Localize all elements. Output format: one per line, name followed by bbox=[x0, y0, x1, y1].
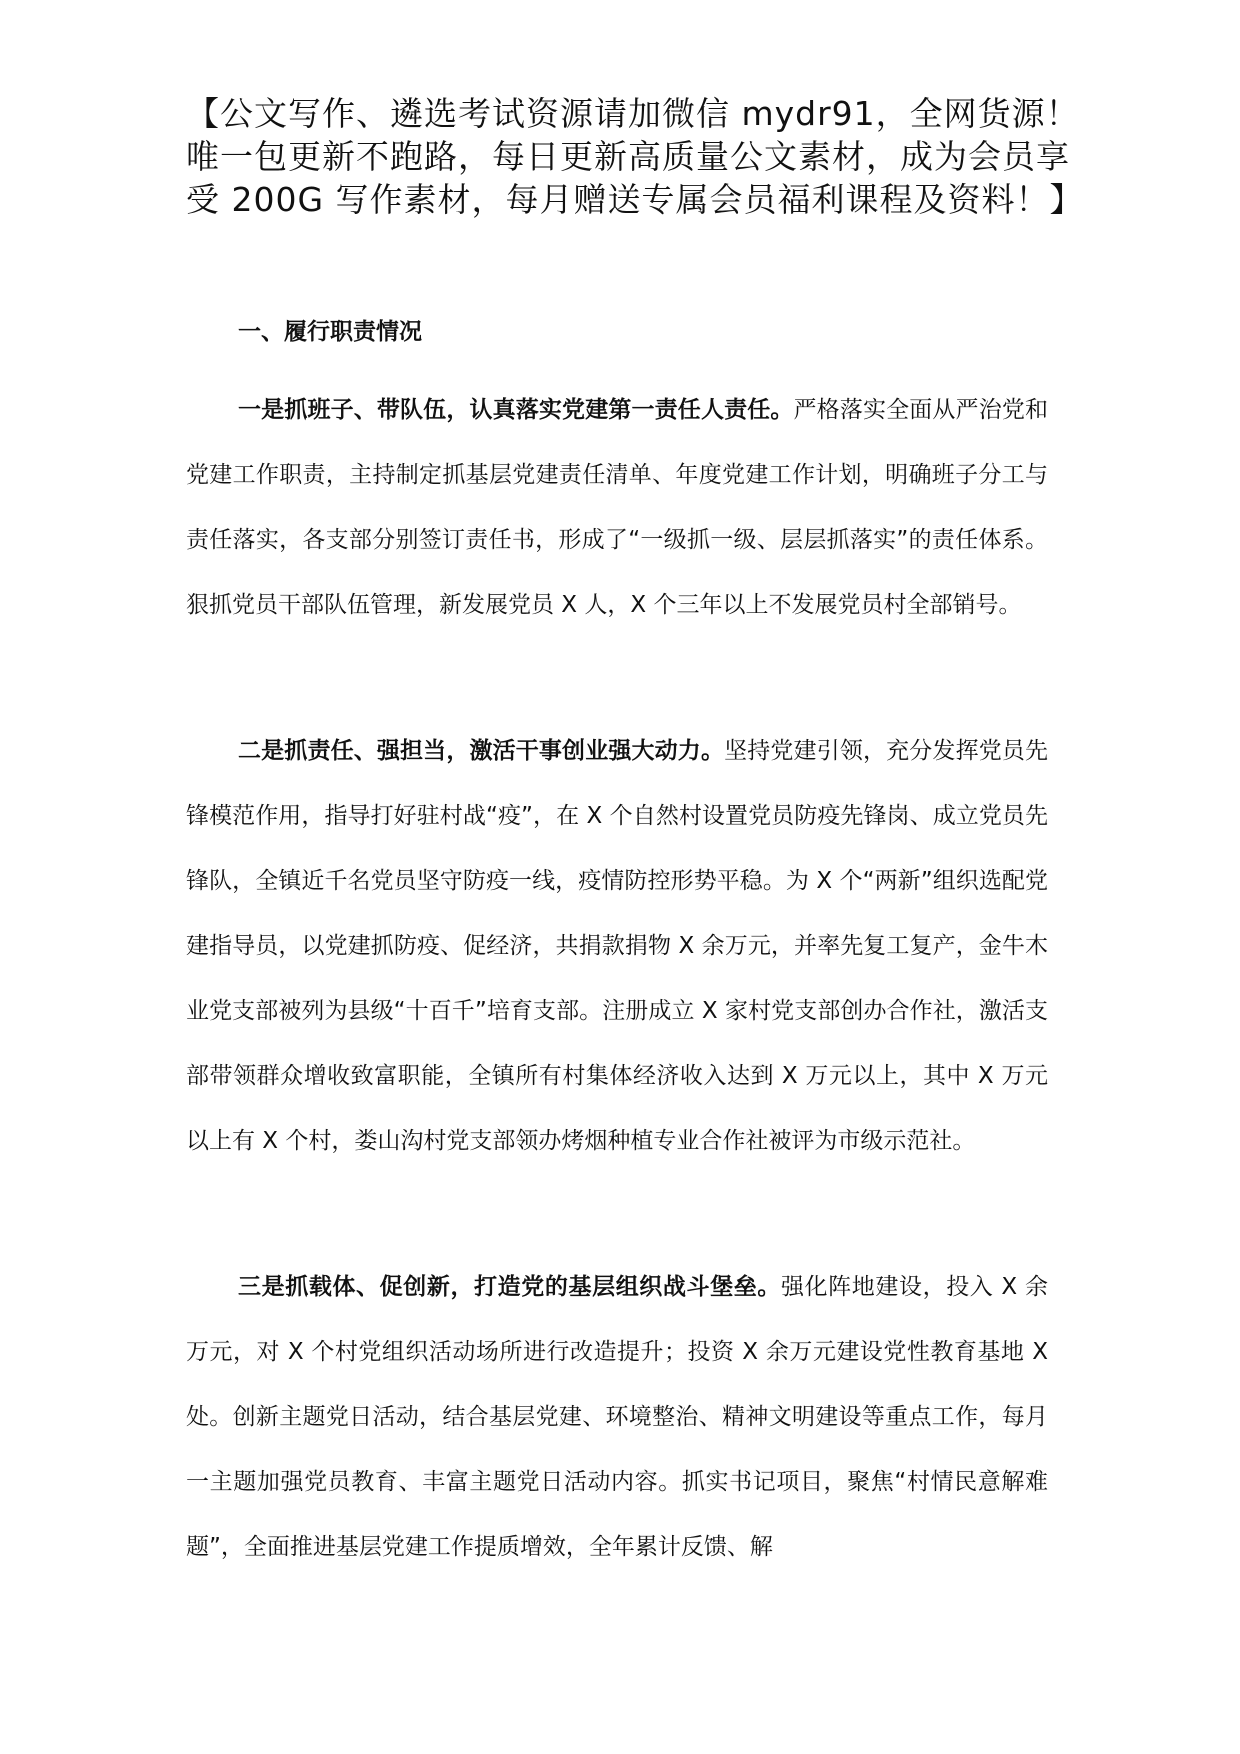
paragraph-1 bbox=[186, 378, 1048, 638]
paragraph-2-lead: 二是抓责任、强担当，激活干事创业强大动力。 bbox=[238, 738, 725, 764]
promo-banner: 【公文写作、遴选考试资源请加微信 mydr91，全网货源！唯一包更新不跑路，每日更新高质量公文素材，成为会员享受 200G 写作素材，每月赠送专属会员福利课程及资料！】 bbox=[186, 94, 1084, 219]
paragraph-3-body: 强化阵地建设，投入 X 余万元，对 X 个村党组织活动场所进行改造提升；投资 X 余万元建设党性教育基地 X 处。创新主题党日活动，结合基层党建、环境整治、精神文明建设等重点工作，每月一主题加强党员教育、丰富主题党日活动内容。抓实书记项目，聚焦“村情民意解难题”，全面推进基层党建工作提质增效，全年累计反馈、解 bbox=[186, 1274, 1048, 1560]
paragraph-2-body: 坚持党建引领，充分发挥党员先锋模范作用，指导打好驻村战“疫”，在 X 个自然村设置党员防疫先锋岗、成立党员先锋队，全镇近千名党员坚守防疫一线，疫情防控形势平稳。为 X 个“两新”组织选配党建指导员，以党建抓防疫、促经济，共捐款捐物 X 余万元，并率先复工复产，金牛木业党支部被列为县级“十百千”培育支部。注册成立 X 家村党支部创办合作社，激活支部带领群众增收致富职能，全镇所有村集体经济收入达到 X 万元以上，其中 X 万元以上有 X 个村，娄山沟村党支部领办烤烟种植专业合作社被评为市级示范社。 bbox=[186, 738, 1049, 1154]
paragraph-3-lead: 三是抓载体、促创新，打造党的基层组织战斗堡垒。 bbox=[238, 1274, 781, 1300]
paragraph-1-lead: 一是抓班子、带队伍，认真落实党建第一责任人责任。 bbox=[238, 397, 794, 423]
paragraph-2 bbox=[186, 719, 1048, 1174]
paragraph-3 bbox=[186, 1255, 1048, 1580]
section-heading: 一、履行职责情况 bbox=[238, 319, 422, 345]
paragraph-1-body: 严格落实全面从严治党和党建工作职责，主持制定抓基层党建责任清单、年度党建工作计划，明确班子分工与责任落实，各支部分别签订责任书，形成了“一级抓一级、层层抓落实”的责任体系。狠抓党员干部队伍管理，新发展党员 X 人，X 个三年以上不发展党员村全部销号。 bbox=[186, 397, 1049, 618]
